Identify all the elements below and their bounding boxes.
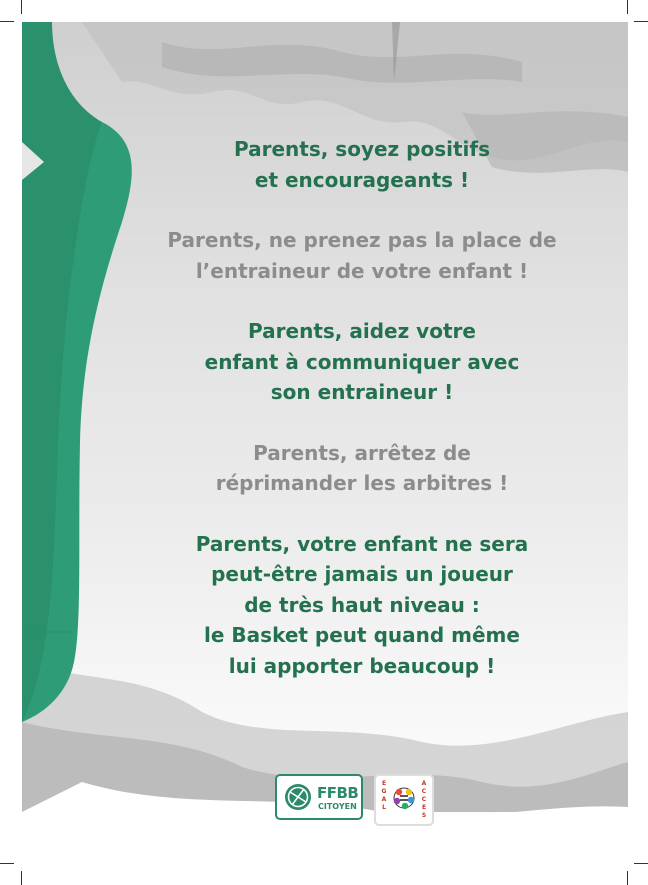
- message-line: Parents, ne prenez pas la place de: [167, 228, 557, 252]
- message-line: Parents, votre enfant ne sera: [195, 531, 529, 556]
- crop-mark: [634, 21, 648, 22]
- crop-mark: [0, 863, 14, 864]
- crop-mark: [21, 0, 22, 14]
- message-line: peut-être jamais un joueur: [211, 562, 513, 586]
- egal-letters: E G A L: [381, 780, 387, 811]
- acces-letters: A C C E S: [421, 780, 427, 819]
- egal-acces-logo: [374, 774, 434, 826]
- ffbb-citoyen-logo: [275, 774, 363, 820]
- message-list: [142, 134, 582, 711]
- message-line: lui apporter beaucoup !: [228, 653, 496, 678]
- message-line: Parents, arrêtez de: [253, 440, 471, 465]
- message-coach-place: [142, 225, 582, 286]
- message-line: enfant à communiquer avec: [204, 349, 520, 374]
- message-line: Parents, aidez votre: [248, 319, 476, 343]
- crop-mark: [0, 21, 14, 22]
- crop-mark: [21, 871, 22, 885]
- crop-mark: [634, 863, 648, 864]
- message-line: et encourageants !: [254, 167, 470, 192]
- crop-mark: [627, 0, 628, 14]
- message-referees: [142, 438, 582, 499]
- message-positive: [142, 134, 582, 195]
- poster: [22, 22, 628, 863]
- crop-mark: [627, 871, 628, 885]
- egal-acces-badge: [390, 784, 418, 818]
- ffbb-wordmark: FFBB: [317, 784, 359, 802]
- message-line: le Basket peut quand même: [204, 623, 520, 647]
- message-line: son entraineur !: [270, 380, 454, 404]
- message-line: réprimander les arbitres !: [215, 471, 509, 495]
- message-line: Parents, soyez positifs: [234, 137, 490, 161]
- message-line: de très haut niveau :: [244, 592, 480, 617]
- message-high-level: [142, 529, 582, 682]
- basketball-icon: [283, 782, 313, 812]
- message-communicate: [142, 316, 582, 408]
- message-line: l’entraineur de votre enfant !: [195, 258, 529, 283]
- ffbb-tagline: CITOYEN: [318, 802, 357, 811]
